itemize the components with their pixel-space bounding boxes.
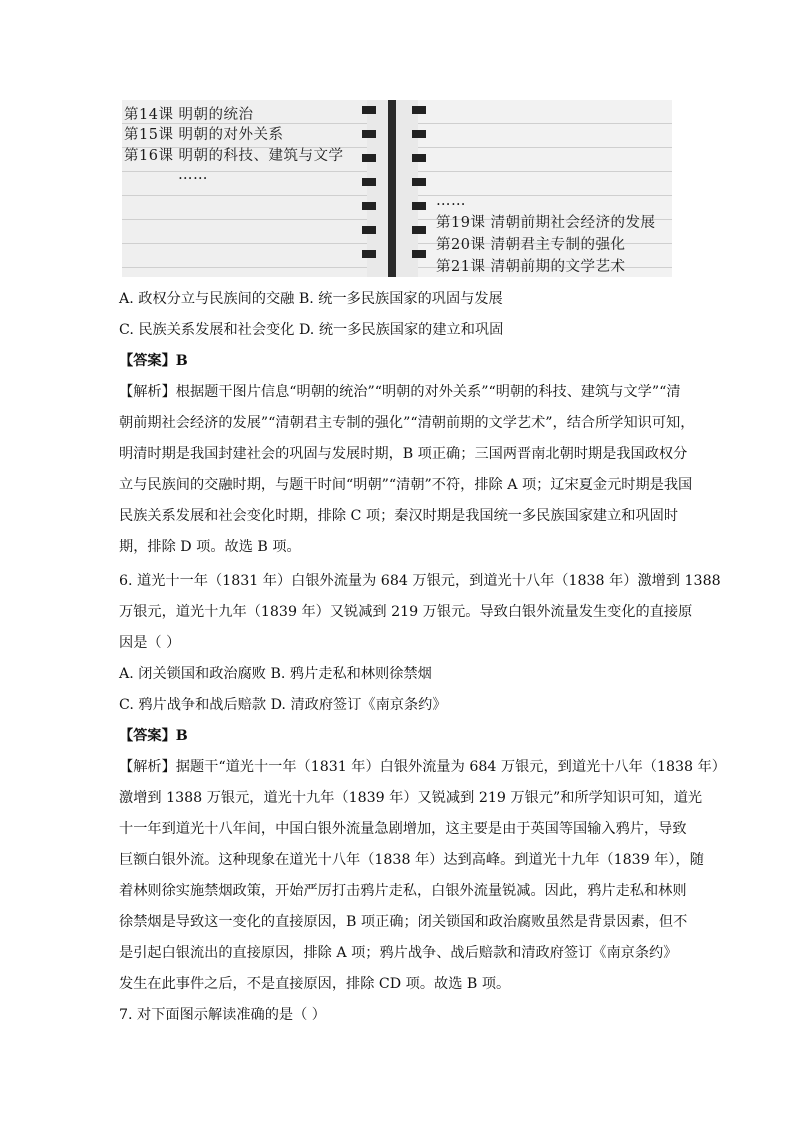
right-ellipsis: …… [436,193,466,209]
lesson-15: 第15课 明朝的对外关系 [124,127,284,143]
spiral-ring [412,226,426,234]
q5-analysis-line: 期，排除 D 项。故选 B 项。 [119,539,301,555]
q6-analysis-line: 徐禁烟是导致这一变化的直接原因，B 项正确；闭关锁国和政治腐败虽然是背景因素，但不 [119,914,688,930]
lesson-20: 第20课 清朝君主专制的强化 [436,237,626,253]
q5-options-ab: A. 政权分立与民族间的交融 B. 统一多民族国家的巩固与发展 [119,291,503,307]
q6-analysis-line: 发生在此事件之后，不是直接原因，排除 CD 项。故选 B 项。 [119,976,511,992]
q6-analysis-line: 巨额白银外流。这种现象在道光十八年（1838 年）达到高峰。到道光十九年（1839 年），随 [119,852,704,868]
q5-analysis-line: 明清时期是我国封建社会的巩固与发展时期，B 项正确；三国两晋南北朝时期是我国政权分 [119,446,688,462]
q6-options-ab: A. 闭关锁国和政治腐败 B. 鸦片走私和林则徐禁烟 [119,666,432,682]
spiral-ring [362,154,376,162]
lesson-16: 第16课 明朝的科技、建筑与文学 [124,148,344,164]
spiral-ring [412,178,426,186]
q6-analysis-line: 十一年到道光十八年间，中国白银外流量急剧增加，这主要是由于英国等国输入鸦片，导致 [119,821,687,837]
q6-stem-line: 6. 道光十一年（1831 年）白银外流量为 684 万银元，到道光十八年（1838 年）激增到 1388 [119,573,721,589]
q6-analysis-line: 是引起白银流出的直接原因，排除 A 项；鸦片战争、战后赔款和清政府签订《南京条约》 [119,945,678,961]
spiral-ring [412,154,426,162]
spiral-ring [362,202,376,210]
spiral-ring [412,250,426,258]
spiral-ring [362,250,376,258]
spiral-ring [412,106,426,114]
q5-options-cd: C. 民族关系发展和社会变化 D. 统一多民族国家的建立和巩固 [119,322,504,338]
spiral-ring [362,130,376,138]
q5-answer: 【答案】B [119,353,188,369]
left-ellipsis: …… [178,167,208,183]
lesson-14: 第14课 明朝的统治 [124,107,254,123]
textbook-contents-photo [122,100,672,277]
q6-analysis-line: 着林则徐实施禁烟政策，开始严厉打击鸦片走私，白银外流量锐减。因此，鸦片走私和林则 [119,883,687,899]
spiral-ring [412,202,426,210]
q6-options-cd: C. 鸦片战争和战后赔款 D. 清政府签订《南京条约》 [119,697,447,713]
spiral-ring [362,178,376,186]
spiral-ring [362,106,376,114]
q5-analysis-line: 民族关系发展和社会变化时期，排除 C 项；秦汉时期是我国统一多民族国家建立和巩固时 [119,508,679,524]
spiral-ring [362,226,376,234]
spiral-spine [388,100,396,277]
q5-analysis-line: 【解析】根据题干图片信息“明朝的统治”“明朝的对外关系”“明朝的科技、建筑与文学”“清 [119,384,681,400]
q5-analysis-line: 朝前期社会经济的发展”“清朝君主专制的强化”“清朝前期的文学艺术”，结合所学知识可知， [119,415,695,431]
lesson-19: 第19课 清朝前期社会经济的发展 [436,215,656,231]
spiral-ring [412,130,426,138]
lesson-21: 第21课 清朝前期的文学艺术 [436,259,626,275]
q6-analysis-line: 激增到 1388 万银元，道光十九年（1839 年）又锐减到 219 万银元”和所学知识可知，道光 [119,790,703,806]
q5-analysis-line: 立与民族间的交融时期，与题干时间“明朝”“清朝”不符，排除 A 项；辽宋夏金元时期是我国 [119,477,693,493]
q6-answer: 【答案】B [119,728,188,744]
q6-analysis-line: 【解析】据题干“道光十一年（1831 年）白银外流量为 684 万银元，到道光十八年（1838 年） [119,759,726,775]
q7-stem: 7. 对下面图示解读准确的是（ ） [119,1007,326,1023]
q6-stem-line: 因是（ ） [119,635,181,651]
q6-stem-line: 万银元，道光十九年（1839 年）又锐减到 219 万银元。导致白银外流量发生变化的直接原 [119,604,693,620]
